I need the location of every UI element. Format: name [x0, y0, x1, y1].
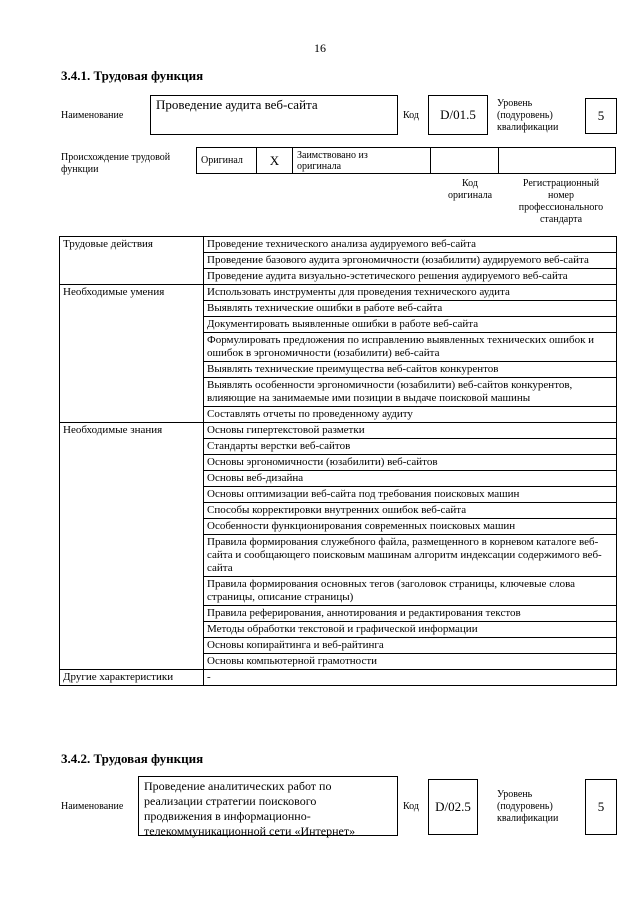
table-row — [60, 285, 617, 301]
level-label — [497, 789, 558, 825]
name-line: Проведение аналитических работ по — [144, 779, 332, 793]
borrowed-cell — [293, 148, 431, 174]
table-cell: Основы копирайтинга и веб-райтинга — [204, 638, 617, 654]
section-title: 3.4.1. Трудовая функция — [61, 68, 204, 83]
caption-line: оригинала — [447, 190, 493, 201]
origin-label — [61, 152, 170, 176]
page-number: 16 — [314, 41, 326, 55]
origin-table — [196, 147, 616, 174]
table-cell: Основы гипертекстовой разметки — [204, 423, 617, 439]
table-cell: Правила формирования основных тегов (заголовок страницы, ключевые слова страницы, описание страницы) — [204, 577, 617, 606]
code-value-field: D/01.5 — [428, 95, 488, 135]
borrowed-label-line: Заимствовано из — [297, 149, 368, 161]
code-value-field: D/02.5 — [428, 779, 478, 835]
table-row — [60, 670, 617, 686]
table-cell: Проведение аудита визуально-эстетического решения аудируемого веб-сайта — [204, 269, 617, 285]
category-other-characteristics: Другие характеристики — [60, 670, 204, 686]
level-label-line: (подуровень) — [497, 801, 553, 812]
level-value-field: 5 — [585, 98, 617, 134]
original-label-cell: Оригинал — [197, 148, 257, 174]
name-line: продвижения в информационно- — [144, 809, 311, 823]
table-cell: Выявлять технические ошибки в работе веб-сайта — [204, 301, 617, 317]
category-required-knowledge: Необходимые знания — [60, 423, 204, 670]
level-label-line: (подуровень) — [497, 110, 553, 121]
table-cell: Способы корректировки внутренних ошибок веб-сайта — [204, 503, 617, 519]
function-table — [59, 236, 617, 686]
origin-code-cell — [431, 148, 499, 174]
table-cell: - — [204, 670, 617, 686]
code-label: Код — [403, 110, 419, 121]
function-name-field — [138, 776, 398, 836]
table-cell: Выявлять особенности эргономичности (юзабилити) веб-сайтов конкурентов, влияющие на занимаемые ими позиции в выдаче поисковой машины — [204, 378, 617, 407]
table-cell: Выявлять технические преимущества веб-сайтов конкурентов — [204, 362, 617, 378]
table-cell: Проведение технического анализа аудируемого веб-сайта — [204, 237, 617, 253]
table-cell: Правила формирования служебного файла, размещенного в корневом каталоге веб-сайта и сообщающего поисковым машинам алгоритм индексации содержимого веб-сайта — [204, 535, 617, 577]
caption-line: Код — [462, 178, 478, 189]
table-cell: Основы веб-дизайна — [204, 471, 617, 487]
caption-line: номер — [548, 190, 574, 201]
name-line: реализации стратегии поискового — [144, 794, 317, 808]
caption-line: Регистрационный — [522, 178, 600, 189]
table-cell: Основы эргономичности (юзабилити) веб-сайтов — [204, 455, 617, 471]
code-label: Код — [403, 801, 419, 812]
origin-code-caption — [440, 178, 500, 202]
level-value-field: 5 — [585, 779, 617, 835]
name-line: телекоммуникационной сети «Интернет» — [144, 824, 356, 838]
category-labor-actions: Трудовые действия — [60, 237, 204, 285]
name-label: Наименование — [61, 110, 124, 121]
section-title: 3.4.2. Трудовая функция — [61, 751, 204, 766]
function-name-field: Проведение аудита веб-сайта — [150, 95, 398, 135]
table-cell: Формулировать предложения по исправлению выявленных технических ошибок и ошибок в эргономичности (юзабилити) веб-сайта — [204, 333, 617, 362]
table-cell: Основы оптимизации веб-сайта под требования поисковых машин — [204, 487, 617, 503]
borrowed-label-line: оригинала — [297, 160, 342, 172]
name-label: Наименование — [61, 801, 124, 812]
table-cell: Особенности функционирования современных поисковых машин — [204, 519, 617, 535]
table-cell: Стандарты верстки веб-сайтов — [204, 439, 617, 455]
reg-number-cell — [499, 148, 616, 174]
origin-label-line: функции — [61, 164, 99, 175]
table-row — [60, 237, 617, 253]
table-cell: Правила реферирования, аннотирования и редактирования текстов — [204, 606, 617, 622]
table-cell: Составлять отчеты по проведенному аудиту — [204, 407, 617, 423]
table-cell: Основы компьютерной грамотности — [204, 654, 617, 670]
caption-line: стандарта — [539, 214, 583, 225]
table-cell: Использовать инструменты для проведения технического аудита — [204, 285, 617, 301]
level-label-line: Уровень — [497, 98, 533, 109]
level-label-line: Уровень — [497, 789, 533, 800]
level-label-line: квалификации — [497, 122, 559, 133]
origin-label-line: Происхождение трудовой — [61, 152, 171, 163]
reg-number-caption — [506, 178, 616, 226]
table-row — [60, 423, 617, 439]
level-label-line: квалификации — [497, 813, 559, 824]
table-cell: Документировать выявленные ошибки в работе веб-сайта — [204, 317, 617, 333]
level-label — [497, 98, 558, 134]
table-cell: Проведение базового аудита эргономичности (юзабилити) аудируемого веб-сайта — [204, 253, 617, 269]
original-mark-cell: X — [257, 148, 293, 174]
category-required-skills: Необходимые умения — [60, 285, 204, 423]
table-cell: Методы обработки текстовой и графической информации — [204, 622, 617, 638]
caption-line: профессионального — [518, 202, 604, 213]
